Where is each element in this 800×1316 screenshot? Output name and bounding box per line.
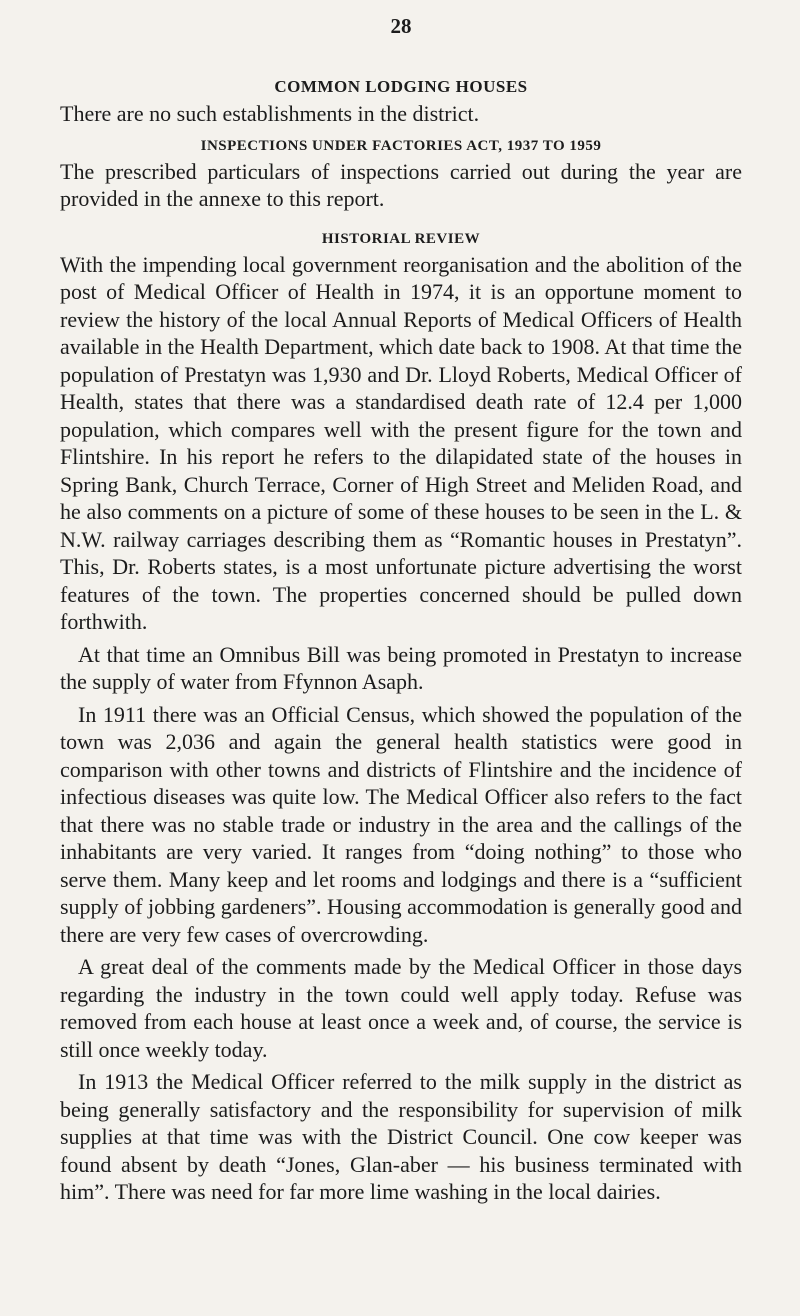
inspections-heading: INSPECTIONS UNDER FACTORIES ACT, 1937 TO 1959 <box>200 137 602 154</box>
page-number: 28 <box>390 14 412 38</box>
historical-review-heading: HISTORIAL REVIEW <box>321 230 481 247</box>
historical-paragraph: At that time an Omnibus Bill was being promoted in Prestatyn to increase the supply of water from Ffynnon Asaph. <box>60 641 742 694</box>
common-lodging-body: There are no such establishments in the district. <box>60 101 480 126</box>
historical-paragraph: A great deal of the comments made by the Medical Officer in those days regarding the industry in the town could well apply today. Refuse was removed from each house at least once a week and, of course, the service is still once weekly today. <box>60 954 742 1062</box>
inspections-body: The prescribed particulars of inspections carried out during the year are provided in the annexe to this report. <box>60 158 742 211</box>
historical-paragraph: In 1913 the Medical Officer referred to the milk supply in the district as being generally satisfactory and the responsibility for supervision of milk supplies at that time was with the District Council. One cow keeper was found absent by death “Jones, Glan-aber — his business terminated with him”. There was need for far more lime washing in the local dairies. <box>60 1069 742 1204</box>
historical-paragraph: In 1911 there was an Official Census, which showed the population of the town was 2,036 and again the general health statistics were good in comparison with other towns and districts of Flintshire and the incidence of infectious diseases was quite low. The Medical Officer also refers to the fact that there was no stable trade or industry in the area and the callings of the inhabitants are very varied. It ranges from “doing nothing” to those who serve them. Many keep and let rooms and lodgings and there is a “sufficient supply of jobbing gardeners”. Housing accommodation is generally good and there are very few cases of overcrowding. <box>60 701 742 947</box>
historical-paragraph: With the impending local government reorganisation and the abolition of the post of Medical Officer of Health in 1974, it is an opportune moment to review the history of the local Annual Reports of Medical Officers of Health available in the Health Department, which date back to 1908. At that time the population of Prestatyn was 1,930 and Dr. Lloyd Roberts, Medical Officer of Health, states that there was a standardised death rate of 12.4 per 1,000 population, which compares well with the present figure for the town and Flintshire. In his report he refers to the dilapidated state of the houses in Spring Bank, Church Terrace, Corner of High Street and Meliden Road, and he also comments on a picture of some of these houses to be seen in the L. & N.W. railway carriages describing them as “Romantic houses in Prestatyn”. This, Dr. Roberts states, is a most unfortunate picture advertising the worst features of the town. The properties concerned should be pulled down forthwith. <box>60 251 742 634</box>
common-lodging-heading: COMMON LODGING HOUSES <box>274 77 528 96</box>
